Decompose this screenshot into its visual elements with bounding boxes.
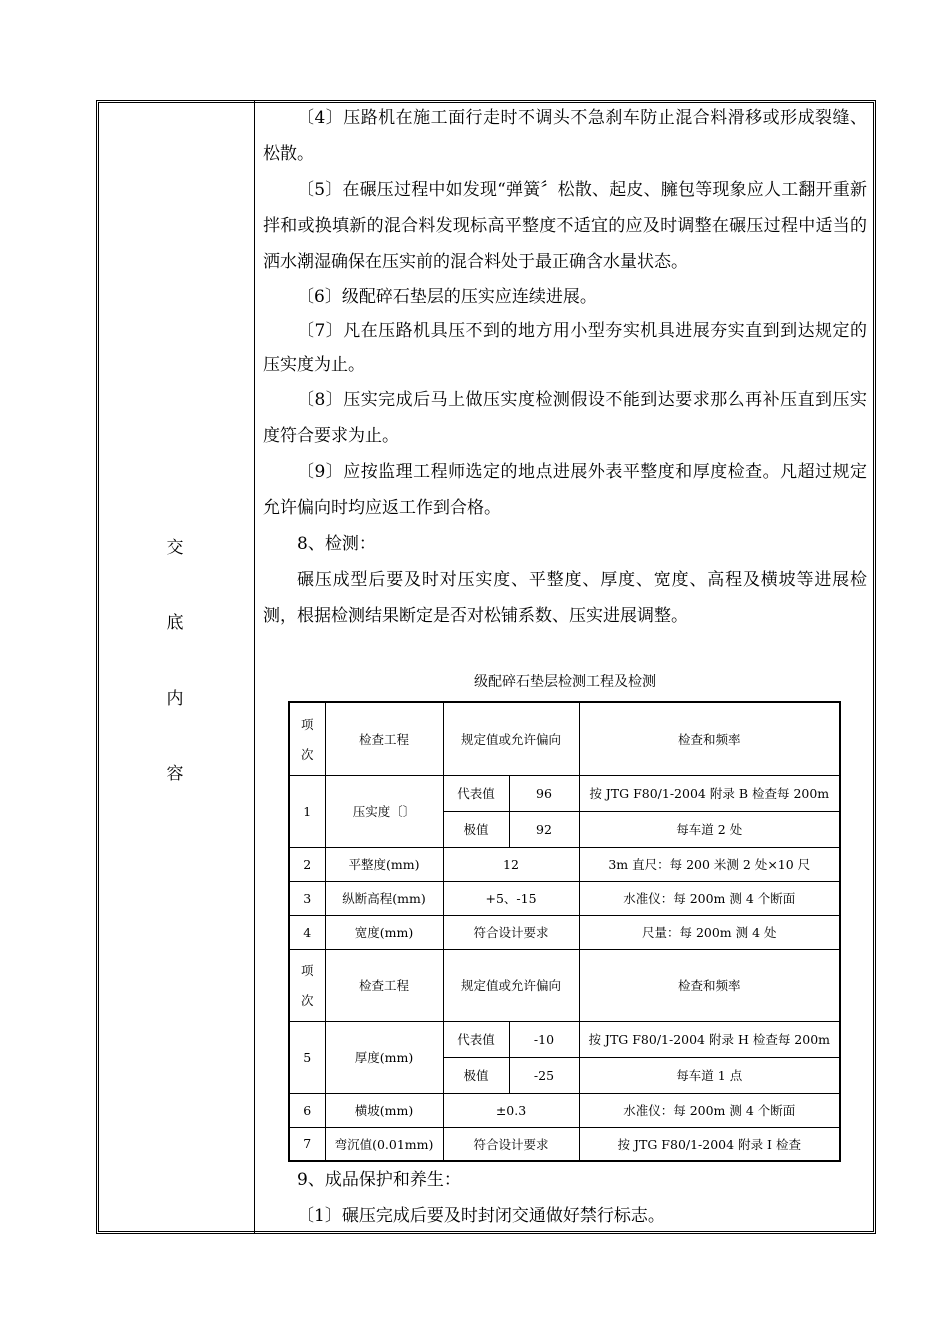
table-row: 3 纵断高程(mm) +5、-15 水准仪：每 200m 测 4 个断面 (289, 881, 840, 915)
table-row: 1 压实度〔〕 代表值 96 按 JTG F80/1-2004 附录 B 检查每 200m (289, 775, 840, 811)
table-row: 极值 -25 每车道 1 点 (289, 1057, 840, 1093)
header-no: 项 次 (289, 949, 325, 1021)
header-no: 项 次 (289, 702, 325, 775)
paragraph: 〔9〕应按监理工程师选定的地点进展外表平整度和厚度检查。凡超过规定允许偏向时均应返工作到合格。 (263, 462, 867, 518)
table-title: 级配碎石垫层检测工程及检测 (474, 674, 656, 690)
section-after (263, 1162, 867, 1234)
left-label-char: 底 (166, 613, 184, 633)
table-header-row (289, 949, 840, 1021)
header-item: 检查工程 (325, 702, 443, 775)
left-label-char: 内 (166, 689, 184, 709)
inspection-table (288, 701, 841, 1162)
header-item: 检查工程 (325, 949, 443, 1021)
left-label-char: 交 (166, 538, 184, 558)
header-allowed: 规定值或允许偏向 (443, 702, 579, 775)
table-row: 4 宽度(mm) 符合设计要求 尺量：每 200m 测 4 处 (289, 915, 840, 949)
paragraph: 〔8〕压实完成后马上做压实度检测假设不能到达要求那么再补压直到压实度符合要求为止。 (263, 390, 867, 446)
header-method: 检查和频率 (579, 949, 840, 1021)
left-label-char: 容 (166, 764, 184, 784)
paragraph: 〔7〕凡在压路机具压不到的地方用小型夯实机具进展夯实直到到达规定的压实度为止。 (263, 321, 867, 375)
paragraph: 碾压成型后要及时对压实度、平整度、厚度、宽度、高程及横坡等进展检测，根据检测结果断定是否对松铺系数、压实进展调整。 (263, 570, 867, 626)
paragraph: 〔5〕在碾压过程中如发现“弹簧〞松散、起皮、臃包等现象应人工翻开重新拌和或换填新的混合料发现标高平整度不适宜的应及时调整在碾压过程中适当的洒水潮湿确保在压实前的混合料处于最正确含水量状态。 (263, 180, 867, 272)
table-header-row (289, 702, 840, 775)
content-area (263, 100, 867, 634)
section-heading: 8、检测： (297, 534, 376, 554)
paragraph: 〔4〕压路机在施工面行走时不调头不急刹车防止混合料滑移或形成裂缝、松散。 (263, 108, 867, 164)
section-heading: 9、成品保护和养生： (297, 1170, 461, 1190)
paragraph: 〔6〕级配碎石垫层的压实应连续进展。 (297, 287, 597, 307)
header-method: 检查和频率 (579, 702, 840, 775)
header-allowed: 规定值或允许偏向 (443, 949, 579, 1021)
table-row: 2 平整度(mm) 12 3m 直尺：每 200 米测 2 处×10 尺 (289, 847, 840, 881)
paragraph: 〔1〕碾压完成后要及时封闭交通做好禁行标志。 (297, 1206, 665, 1226)
table-row: 极值 92 每车道 2 处 (289, 811, 840, 847)
table-row: 6 横坡(mm) ±0.3 水准仪：每 200m 测 4 个断面 (289, 1093, 840, 1127)
table-row: 5 厚度(mm) 代表值 -10 按 JTG F80/1-2004 附录 H 检查每 200m (289, 1021, 840, 1057)
table-row: 7 弯沉值(0.01mm) 符合设计要求 按 JTG F80/1-2004 附录 I 检查 (289, 1127, 840, 1161)
column-divider (254, 100, 255, 1234)
